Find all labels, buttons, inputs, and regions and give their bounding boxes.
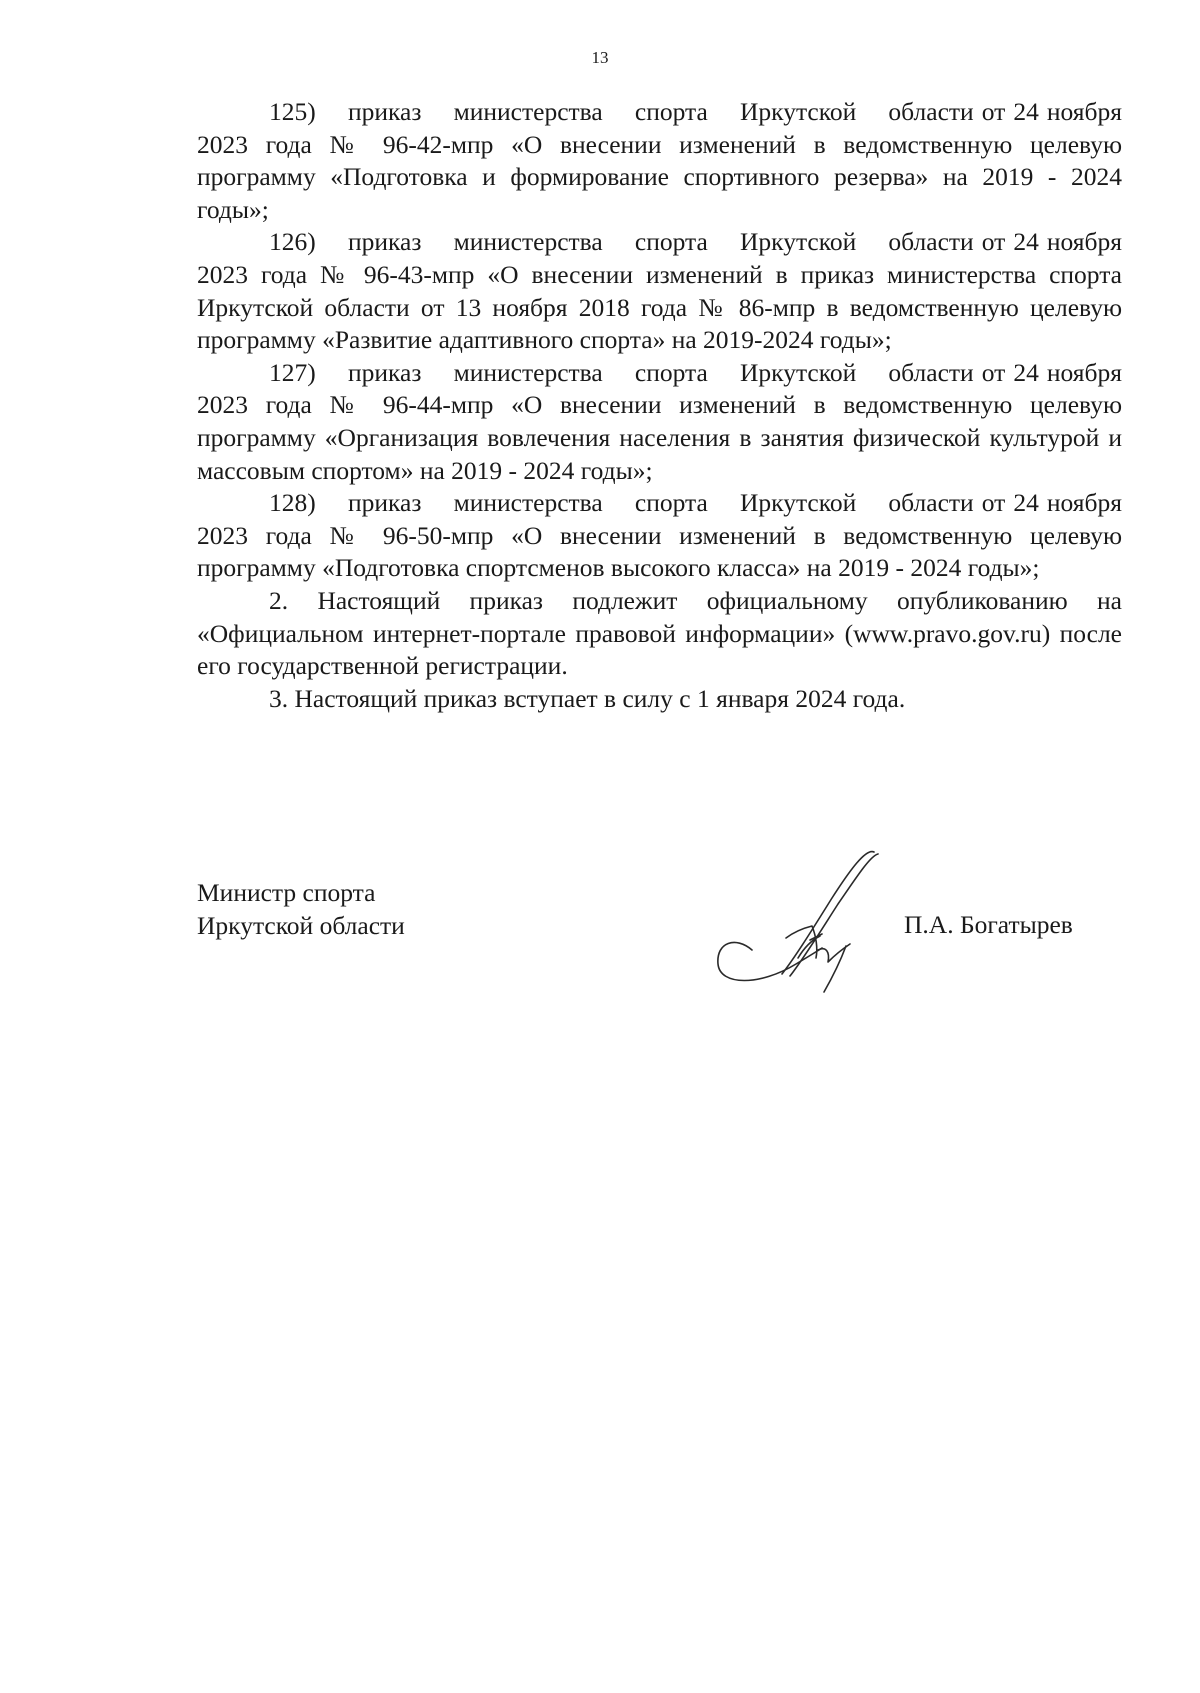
signatory-position-line-1: Министр спорта (197, 878, 376, 907)
signatory-position-line-2: Иркутской области (197, 910, 405, 940)
handwritten-signature-icon (700, 840, 910, 1005)
list-item-128: 128) приказ министерства спорта Иркутской области от 24 ноября 2023 года № 96-50-мпр «О внесении изменений в ведомственную целевую программу «Подготовка спортсменов высокого класса» на 2019 - 2024 годы»; (197, 488, 1122, 583)
list-item-125: 125) приказ министерства спорта Иркутской области от 24 ноября 2023 года № 96-42-мпр «О внесении изменений в ведомственную целевую программу «Подготовка и формирование спортивного резерва» на 2019 - 2024 годы»; (197, 97, 1122, 224)
list-item-127: 127) приказ министерства спорта Иркутской области от 24 ноября 2023 года № 96-44-мпр «О внесении изменений в ведомственную целевую программу «Организация вовлечения населения в занятия физической культурой и массовым спортом» на 2019 - 2024 годы»; (197, 357, 1122, 485)
list-item-126: 126) приказ министерства спорта Иркутской области от 24 ноября 2023 года № 96-43-мпр «О внесении изменений в приказ министерства спорта Иркутской области от 13 ноября 2018 года № 86-мпр в ведомственную целевую программу «Развитие адаптивного спорта» на 2019-2024 годы»; (197, 227, 1122, 355)
document-body (197, 96, 1122, 715)
clause-effective-date: 3. Настоящий приказ вступает в силу с 1 января 2024 года. (269, 683, 906, 713)
clause-publication: 2. Настоящий приказ подлежит официальному опубликованию на «Официальном интернет-портале правовой информации» (www.pravo.gov.ru) после его государственной регистрации. (197, 585, 1122, 681)
page-number: 13 (591, 48, 609, 67)
signatory-position (197, 877, 405, 942)
signatory-name: П.А. Богатырев (904, 910, 1073, 939)
